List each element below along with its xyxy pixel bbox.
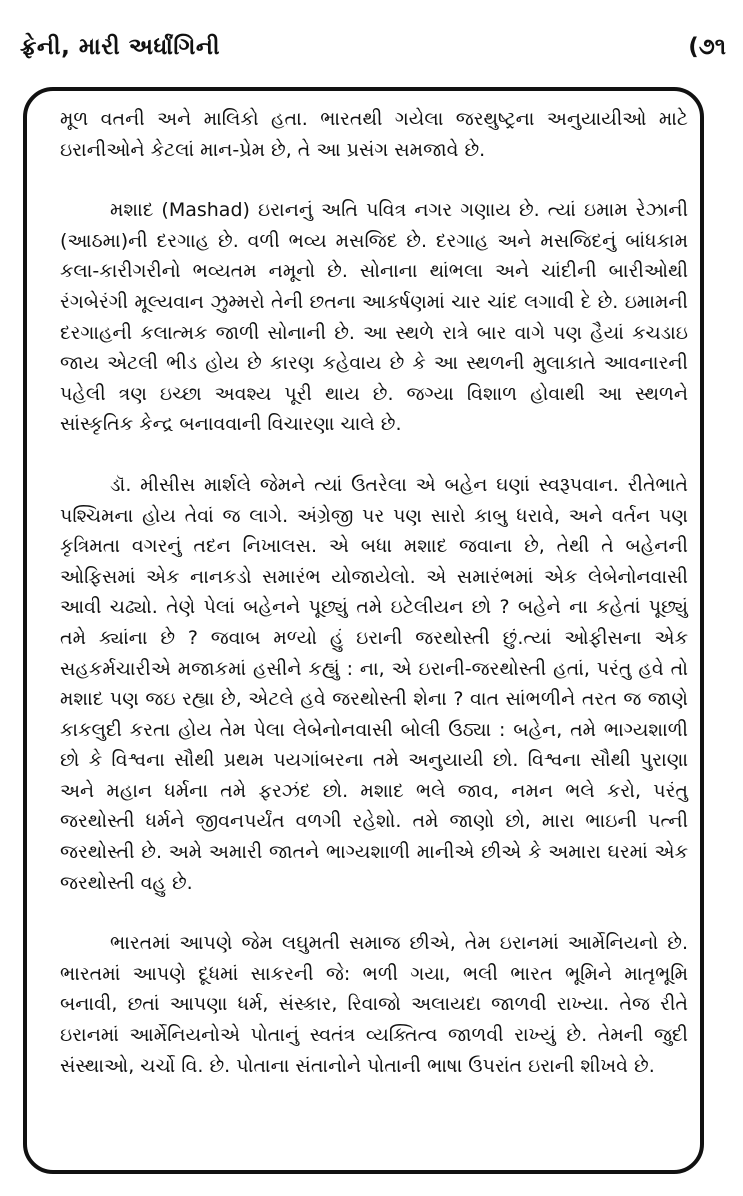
paragraph-1: મૂળ વતની અને માલિકો હતા. ભારતથી ગયેલા જરથુષ્ટ્રના અનુયાયીઓ માટે ઇરાનીઓને કેટલાં માન-પ્રેમ છે, તે આ પ્રસંગ સમજાવે છે.	[60, 108, 688, 161]
page-number: (૭૧	[688, 34, 726, 60]
page-header	[14, 34, 726, 74]
paragraph-3: ડૉ. મીસીસ માર્શલે જેમને ત્યાં ઉતરેલા એ બહેન ઘણાં સ્વરૂપવાન. રીતેભાતે પશ્ચિમના હોય તેવાં જ લાગે. અંગ્રેજી પર પણ સારો કાબુ ધરાવે, અને વર્તન પણ કૃત્રિમતા વગરનું તદન નિખાલસ. એ બધા મશાદ જવાના છે, તેથી તે બહેનની ઓફિસમાં એક નાનકડો સમારંભ યોજાયેલો. એ સમારંભમાં એક લેબેનોનવાસી આવી ચઢ્યો. તેણે પેલાં બહેનને પૂછ્યું તમે ઇટેલીયન છો ? બહેને ના કહેતાં પૂછ્યું તમે ક્યાંના છે ? જવાબ મળ્યો હું ઇરાની જરથોસ્તી છું.ત્યાં ઓફીસના એક સહકર્મચારીએ મજાકમાં હસીને કહ્યું : ના, એ ઇરાની-જરથોસ્તી હતાં, પરંતુ હવે તો મશાદ પણ જઇ રહ્યા છે, એટલે હવે જરથોસ્તી શેના ? વાત સાંભળીને તરત જ જાણે કાકલુદી કરતા હોય તેમ પેલા લેબેનોનવાસી બોલી ઉઠ્યા : બહેન, તમે ભાગ્યશાળી છો કે વિશ્વના સૌથી પ્રથમ પયગાંબરના તમે અનુયાયી છો. વિશ્વના સૌથી પુરાણા અને મહાન ધર્મના તમે ફરઝંદ છો. મશાદ ભલે જાવ, નમન ભલે કરો, પરંતુ જરથોસ્તી ધર્મને જીવનપર્યંત વળગી રહેશો. તમે જાણો છો, મારા ભાઇની પત્ની જરથોસ્તી છે. અમે અમારી જાતને ભાગ્યશાળી માનીએ છીએ કે અમારા ઘરમાં એક જરથોસ્તી વહુ છે.	[60, 473, 688, 894]
paragraph-4: ભારતમાં આપણે જેમ લઘુમતી સમાજ છીએ, તેમ ઇરાનમાં આર્મેનિયનો છે. ભારતમાં આપણે દૂધમાં સાકરની જે: ભળી ગયા, ભલી ભારત ભૂમિને માતૃભૂમિ બનાવી, છતાં આપણા ધર્મ, સંસ્કાર, રિવાજો અલાયદા જાળવી રાખ્યા. તેજ રીતે ઇરાનમાં આર્મેનિયનોએ પોતાનું સ્વતંત્ર વ્યક્તિત્વ જાળવી રાખ્યું છે. તેમની જુદી સંસ્થાઓ, ચર્ચો વિ. છે. પોતાના સંતાનોને પોતાની ભાષા ઉપરાંત ઇરાની શીખવે છે.	[60, 932, 688, 1077]
paragraph-2: મશાદ (Mashad) ઇરાનનું અતિ પવિત્ર નગર ગણાય છે. ત્યાં ઇમામ રેઝાની (આઠમા)ની દરગાહ છે. વળી ભવ્ય મસજિદ છે. દરગાહ અને મસજિદનું બાંધકામ કલા-કારીગરીનો ભવ્યતમ નમૂનો છે. સોનાના થાંભલા અને ચાંદીની બારીઓથી રંગબેરંગી મૂલ્યવાન ઝુમ્મરો તેની છતના આકર્ષણમાં ચાર ચાંદ લગાવી દે છે. ઇમામની દરગાહની કલાત્મક જાળી સોનાની છે. આ સ્થળે રાત્રે બાર વાગે પણ હૈયાં કચડાઇ જાય એટલી ભીડ હોય છે કારણ કહેવાય છે કે આ સ્થળની મુલાકાતે આવનારની પહેલી ત્રણ ઇચ્છા અવશ્ય પૂરી થાય છે. જગ્યા વિશાળ હોવાથી આ સ્થળને સાંસ્કૃતિક કેન્દ્ર બનાવવાની વિચારણા ચાલે છે.	[60, 199, 688, 436]
running-title: ફ્રેની, મારી અર્ધાંગિની	[20, 34, 221, 60]
body-text	[60, 104, 688, 1111]
